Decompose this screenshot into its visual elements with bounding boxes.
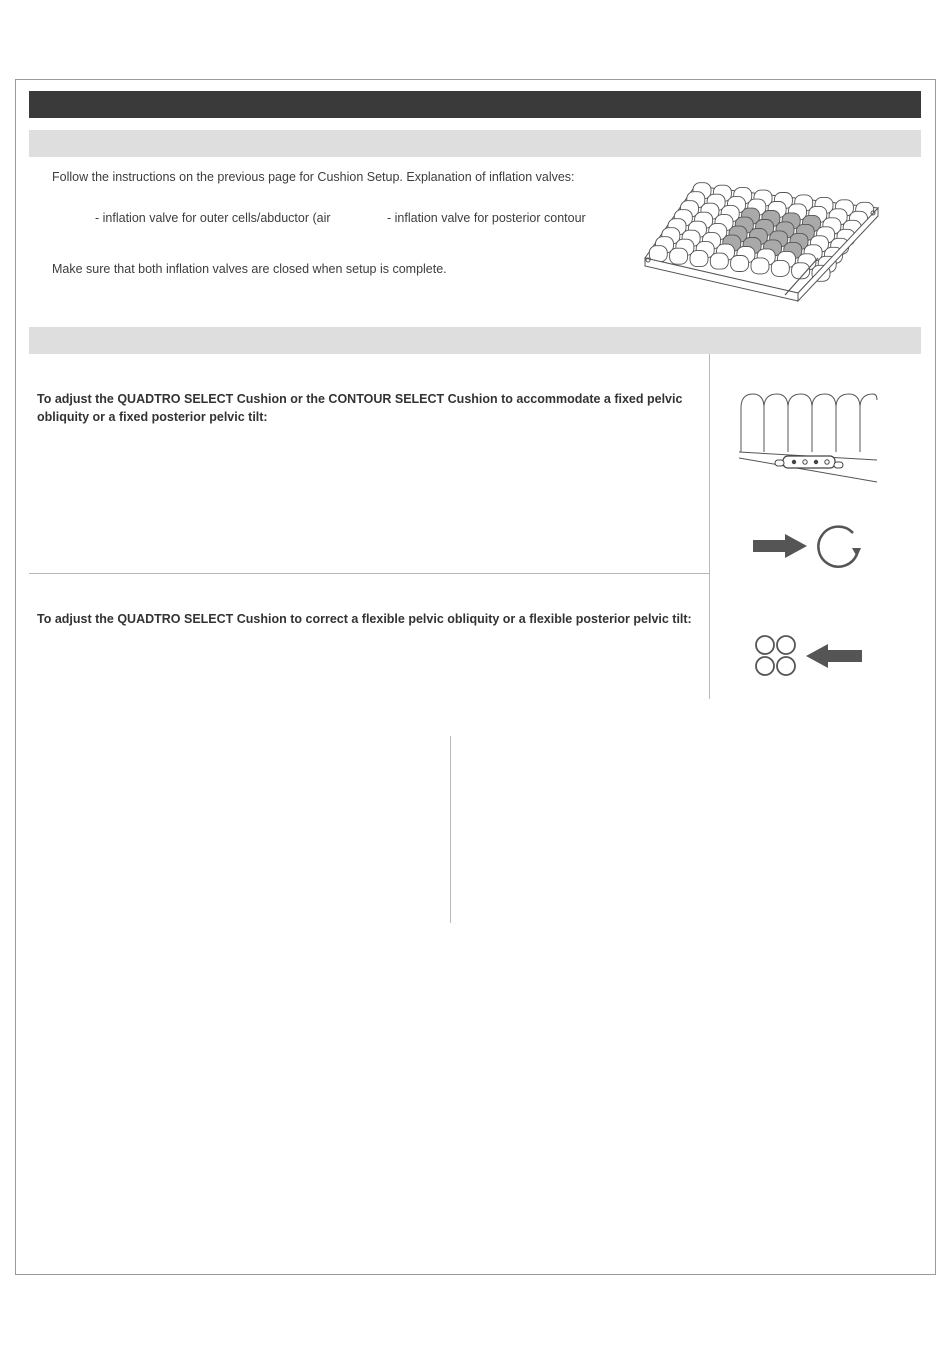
arrow-right-icon — [753, 534, 809, 558]
arrow-left-icon — [806, 644, 862, 668]
flexible-obliquity-heading: To adjust the QUADTRO SELECT Cushion to correct a flexible pelvic obliquity or a flexible posterior pelvic tilt: — [37, 612, 692, 626]
column-divider — [709, 354, 710, 699]
setup-section-header — [29, 130, 921, 157]
subsection-divider — [29, 573, 709, 574]
adjust-section-header — [29, 327, 921, 354]
valve-posterior-text: - inflation valve for posterior contour — [387, 211, 586, 225]
setup-intro-text: Follow the instructions on the previous page for Cushion Setup. Explanation of inflation valves: — [52, 170, 575, 184]
title-bar — [29, 91, 921, 118]
valve-outer-text: - inflation valve for outer cells/abductor (air — [95, 211, 331, 225]
cushion-valve-closeup-icon — [739, 390, 879, 485]
rotate-clockwise-icon — [817, 524, 863, 570]
cushion-top-view-icon — [640, 168, 880, 303]
four-circles-icon — [754, 634, 798, 678]
lower-column-divider — [450, 736, 451, 923]
fixed-obliquity-heading: To adjust the QUADTRO SELECT Cushion or the CONTOUR SELECT Cushion to accommodate a fixed pelvic obliquity or a fixed posterior pelvic tilt: — [37, 392, 683, 424]
closing-note-text: Make sure that both inflation valves are closed when setup is complete. — [52, 262, 447, 276]
